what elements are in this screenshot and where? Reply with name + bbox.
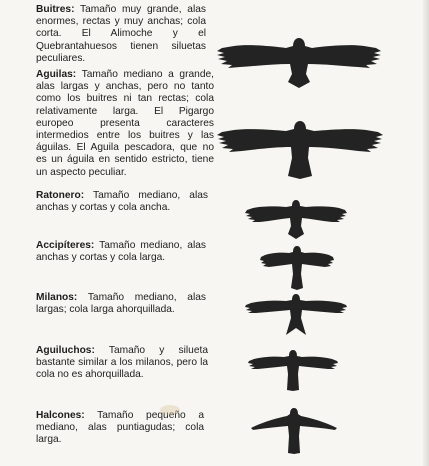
entry-aguiluchos [36, 345, 208, 382]
entry-description: Tamaño mediano, alas anchas y cortas y cola larga. [36, 240, 206, 264]
entry-term: Aguilas: [36, 69, 77, 80]
harrier-silhouette-icon [247, 348, 339, 392]
entry-description: Tamaño mediano a grande, alas largas y anchas, pero no tanto como los buitres ni tan rectas; cola relativamente larga. El Pigargo europeo presenta caracteres intermedios entre los buitres y las águilas. El Aguila pescadora, que no es un águila en sentido estricto, tiene un aspecto peculiar. [36, 69, 214, 178]
entry-accipiteres [36, 240, 206, 264]
entry-description: Tamaño mediano, alas anchas y cortas y cola ancha. [36, 190, 208, 214]
entry-milanos [36, 292, 206, 316]
entry-term: Milanos: [36, 292, 78, 303]
entry-term: Aguiluchos: [36, 345, 95, 356]
kite-silhouette-icon [244, 292, 348, 338]
eagle-silhouette-icon [216, 118, 384, 182]
paper-stain [160, 405, 180, 415]
page-edge [423, 0, 429, 466]
falcon-silhouette-icon [249, 406, 339, 456]
entry-aguilas [36, 69, 214, 179]
entry-term: Halcones: [36, 410, 85, 421]
entry-description: Tamaño pequeño a mediano, alas puntiagudas; cola larga. [36, 410, 204, 446]
entry-halcones [36, 410, 204, 447]
entry-term: Accipíteres: [36, 240, 95, 251]
accipiter-silhouette-icon [259, 244, 335, 292]
buzzard-silhouette-icon [244, 198, 348, 242]
vulture-silhouette-icon [216, 36, 382, 90]
entry-description: Tamaño mediano, alas largas; cola larga ahorquillada. [36, 292, 206, 316]
entry-term: Ratonero: [36, 190, 85, 201]
entry-description: Tamaño y silueta bastante similar a los milanos, pero la cola no es ahorquillada. [36, 345, 208, 381]
entry-term: Buitres: [36, 4, 75, 15]
entry-ratonero [36, 190, 208, 214]
entry-description: Tamaño muy grande, alas enormes, rectas y muy anchas; cola corta. El Alimoche y el Quebrantahuesos tienen siluetas peculiares. [36, 4, 206, 64]
